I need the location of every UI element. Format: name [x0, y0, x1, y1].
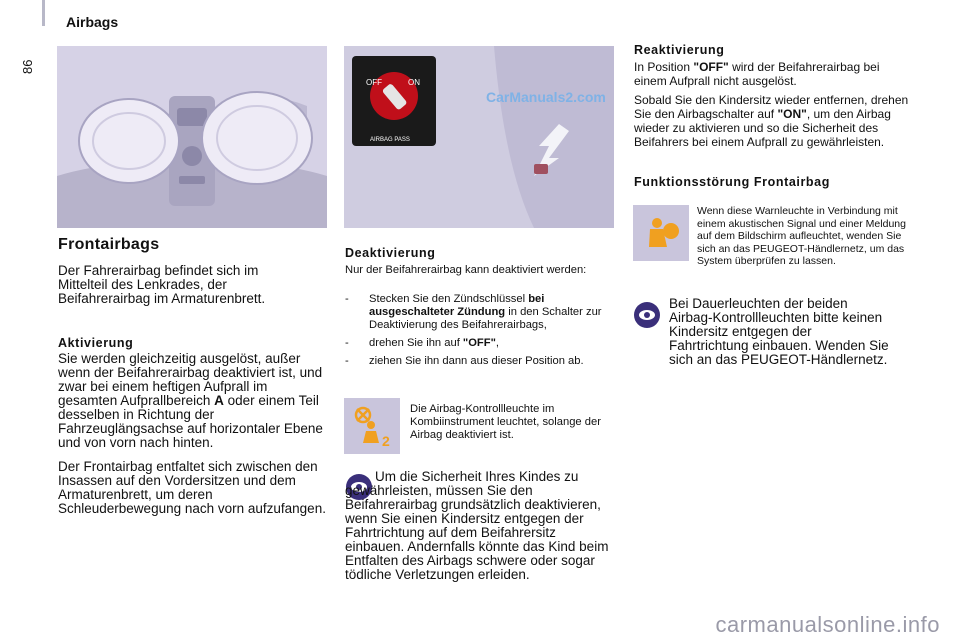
airbag-switch-image [344, 46, 614, 228]
airbag-off-warning-panel [344, 398, 400, 454]
impact-zone-label: A [214, 393, 224, 408]
malfunction-text: Wenn diese Warnleuchte in Verbindung mit einem akustischen Signal und einer Meldung auf dem Bildschirm aufleuchtet, wenden Sie sich an das PEUGEOT-Händlernetz, um das System überprüfen zu lassen. [697, 205, 906, 267]
attention-eye-icon-2 [634, 302, 660, 328]
frontairbags-heading: Frontairbags [58, 236, 160, 253]
list-item: - drehen Sie ihn auf "OFF", [345, 337, 500, 349]
eye-icon [638, 309, 656, 321]
deactivation-heading: Deaktivierung [345, 246, 436, 260]
child-seat-note: Um die Sicherheit Ihres Kindes zu gewährleisten, müssen Sie den Beifahrerairbag grundsätzlich deaktivieren, wenn Sie einen Kindersitz entgegen der Fahrtrichtung auf dem Beifahrersitz einbauen. Andernfalls könnte das Kind beim Entfalten des Airbags schwere oder sogar tödliche Verletzungen erleiden. [345, 469, 609, 582]
switch-caption: AIRBAG PASS [370, 137, 410, 143]
svg-text:2: 2 [382, 433, 390, 449]
page-margin-bar [42, 0, 45, 26]
switch-on-label: ON [408, 78, 420, 87]
reactivation-text-2: Sobald Sie den Kindersitz wieder entfernen, drehen Sie den Airbagschalter auf "ON", um den Airbag wieder zu aktivieren und so die Sicherheit des Beifahrers bei einem Aufprall zu gewährleisten. [634, 93, 909, 149]
reactivation-heading: Reaktivierung [634, 43, 725, 57]
persistent-warning-note: Bei Dauerleuchten der beiden Airbag-Kontrollleuchten bitte keinen Kindersitz entgegen der Fahrtrichtung einbauen. Wenden Sie sich an das PEUGEOT-Händlernetz. [669, 296, 889, 367]
dashboard-illustration [57, 46, 327, 228]
list-item: - Stecken Sie den Zündschlüssel bei ausgeschalteter Zündung in den Schalter zur Deaktivierung des Beifahrerairbags, [345, 293, 602, 331]
deactivation-intro: Nur der Beifahrerairbag kann deaktiviert werden: [345, 264, 587, 276]
footer-watermark: carmanualsonline.info [715, 612, 940, 637]
airbag-off-warning-icon [349, 403, 395, 449]
dashboard-airbags-image [57, 46, 327, 228]
airbag-fault-warning-panel [633, 205, 689, 261]
frontairbags-intro: Der Fahrerairbag befindet sich im Mittelteil des Lenkrades, der Beifahrerairbag im Armaturenbrett. [58, 263, 266, 306]
malfunction-heading: Funktionsstörung Frontairbag [634, 175, 830, 189]
activation-heading: Aktivierung [58, 336, 134, 350]
carmanuals-watermark: CarManuals2.com [486, 89, 606, 105]
deactivation-steps [345, 293, 617, 373]
activation-text [58, 352, 328, 450]
page-number: 86 [20, 59, 35, 74]
switch-off-label: OFF [366, 78, 382, 87]
warning-lamp-text: Die Airbag-Kontrollleuchte im Kombiinstrument leuchtet, solange der Airbag deaktiviert ist. [410, 403, 601, 441]
activation-text-post: oder einem Teil desselben in Richtung der Fahrzeuglängsachse auf horizontaler Ebene und von vorn nach hinten. [58, 393, 323, 450]
deployment-text: Der Frontairbag entfaltet sich zwischen den Insassen auf den Vordersitzen und dem Armaturenbrett, um deren Schleuderbewegung nach vorn aufzufangen. [58, 459, 326, 516]
activation-text-pre: Sie werden gleichzeitig ausgelöst, außer wenn der Beifahrerairbag deaktiviert ist, und zwar bei einem heftigen Aufprall im gesamten Aufprallbereich [58, 351, 323, 408]
airbag-fault-icon [641, 213, 681, 253]
reactivation-text-1: In Position "OFF" wird der Beifahrerairbag bei einem Aufprall nicht ausgelöst. [634, 60, 880, 88]
list-item: - ziehen Sie ihn dann aus dieser Position ab. [345, 355, 584, 367]
section-title: Airbags [66, 14, 119, 30]
